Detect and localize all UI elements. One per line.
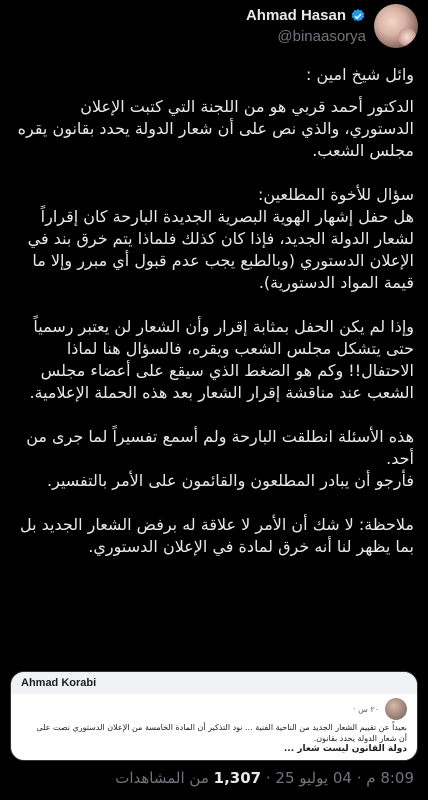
author-handle[interactable]: @binaasorya — [277, 28, 366, 45]
tweet-date[interactable]: 04 يوليو 25 — [275, 769, 352, 787]
embed-author-name: Ahmad Korabi — [21, 677, 97, 689]
tweet-time[interactable]: 8:09 م — [366, 769, 414, 787]
tweet-paragraph: ملاحظة: لا شك أن الأمر لا علاقة له برفض الشعار الجديد بل بما يظهر لنا أنه خرق لمادة في الإعلان الدستوري. — [19, 515, 414, 556]
tweet-paragraph: هذه الأسئلة انطلقت البارحة ولم أسمع تفسيراً لما جرى من أحد. — [26, 427, 414, 468]
embed-text-line: بعيداً عن تقييم الشعار الجديد من الناحية الفنية ... نود التذكير أن المادة الخامسة من الإعلان الدستوري نصت على — [36, 723, 407, 732]
author-name-row[interactable] — [246, 7, 366, 24]
embed-bold-line: دولة القانون ليست شعار ... — [283, 744, 407, 754]
tweet-paragraph: الدكتور أحمد قربي هو من اللجنة التي كتبت الإعلان الدستوري، والذي نص على أن شعار الدولة يحدد بقانون يقره مجلس الشعب. — [17, 97, 414, 160]
embedded-post-image[interactable] — [10, 671, 418, 761]
tweet-header — [0, 0, 428, 60]
tweet-paragraph: وائل شيخ امين : — [306, 65, 414, 84]
embed-content — [11, 694, 417, 758]
avatar[interactable] — [374, 4, 418, 48]
author-name[interactable]: Ahmad Hasan — [245, 7, 346, 24]
meta-separator: · — [261, 769, 271, 787]
views-label: من المشاهدات — [115, 769, 209, 787]
views-count[interactable]: 1,307 — [213, 769, 262, 787]
embed-text-line: أن شعار الدولة يحدد بقانون. — [313, 734, 407, 743]
tweet-paragraph: وإذا لم يكن الحفل بمثابة إقرار وأن الشعار لن يعتبر رسمياً حتى يتشكل مجلس الشعب ويقره، فالسؤال هنا لماذا الاحتفال!! وكم هو الضغط الذي سيقع على أعضاء مجلس الشعب عند مناقشة إقرار الشعار بعد هذه الحملة الإعلامية. — [29, 317, 414, 402]
tweet-paragraph: فأرجو أن يبادر المطلعون والقائمون على الأمر بالتفسير. — [47, 471, 414, 490]
tweet-text — [8, 64, 414, 568]
tweet-meta — [8, 769, 414, 787]
tweet-paragraph: هل حفل إشهار الهوية البصرية الجديدة البارحة كان إقراراً لشعار الدولة الجديد، فإذا كان كذلك فلماذا يتم خرق بند في الإعلان الدستوري (وبالطبع يجب عدم قبول أي مبرر وإلا ما قيمة المواد الدستورية). — [27, 207, 414, 292]
embed-avatar — [385, 698, 407, 720]
verified-badge-icon — [350, 8, 366, 24]
embed-user-row — [21, 698, 407, 720]
tweet-paragraph: سؤال للأخوة المطلعين: — [258, 185, 414, 204]
embed-header — [11, 672, 417, 694]
meta-separator: · — [351, 769, 362, 787]
embed-time: ٢٠ س · — [353, 704, 379, 714]
avatar-secondary-face — [398, 28, 416, 46]
